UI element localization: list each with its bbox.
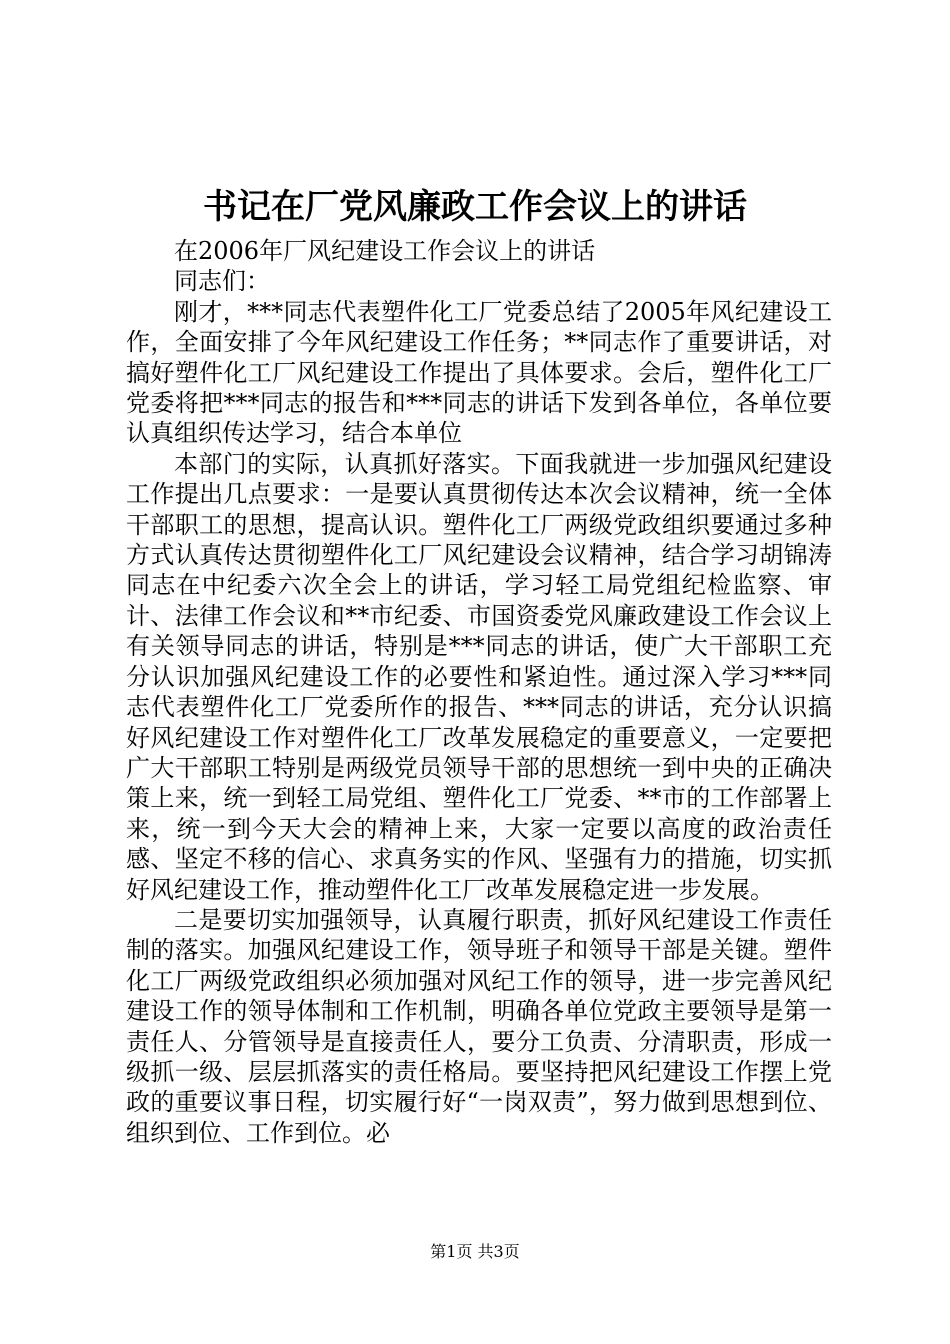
paragraph-opening: 刚才，***同志代表塑件化工厂党委总结了2005年风纪建设工作，全面安排了今年风纪建设工作任务；**同志作了重要讲话，对搞好塑件化工厂风纪建设工作提出了具体要求。会后，塑件化工厂党委将把***同志的报告和***同志的讲话下发到各单位，各单位要认真组织传达学习，结合本单位 [126,297,832,448]
document-body [126,236,832,1148]
paragraph-requirement-two: 二是要切实加强领导，认真履行职责，抓好风纪建设工作责任制的落实。加强风纪建设工作，领导班子和领导干部是关键。塑件化工厂两级党政组织必须加强对风纪工作的领导，进一步完善风纪建设工作的领导体制和工作机制，明确各单位党政主要领导是第一责任人、分管领导是直接责任人，要分工负责、分清职责，形成一级抓一级、层层抓落实的责任格局。要坚持把风纪建设工作摆上党政的重要议事日程，切实履行好“一岗双责”，努力做到思想到位、组织到位、工作到位。必 [126,905,832,1147]
paragraph-salutation: 同志们： [174,267,270,296]
paragraph-requirement-one: 本部门的实际，认真抓好落实。下面我就进一步加强风纪建设工作提出几点要求：一是要认真贯彻传达本次会议精神，统一全体干部职工的思想，提高认识。塑件化工厂两级党政组织要通过多种方式认真传达贯彻塑件化工厂风纪建设会议精神，结合学习胡锦涛同志在中纪委六次全会上的讲话，学习轻工局党组纪检监察、审计、法律工作会议和**市纪委、市国资委党风廉政建设工作会议上有关领导同志的讲话，特别是***同志的讲话，使广大干部职工充分认识加强风纪建设工作的必要性和紧迫性。通过深入学习***同志代表塑件化工厂党委所作的报告、***同志的讲话，充分认识搞好风纪建设工作对塑件化工厂改革发展稳定的重要意义，一定要把广大干部职工特别是两级党员领导干部的思想统一到中央的正确决策上来，统一到轻工局党组、塑件化工厂党委、**市的工作部署上来，统一到今天大会的精神上来，大家一定要以高度的政治责任感、坚定不移的信心、求真务实的作风、坚强有力的措施，切实抓好风纪建设工作，推动塑件化工厂改革发展稳定进一步发展。 [126,449,832,904]
document-title: 书记在厂党风廉政工作会议上的讲话 [203,187,747,227]
page-number-footer: 第1页 共3页 [430,1242,520,1261]
paragraph-subtitle: 在2006年厂风纪建设工作会议上的讲话 [174,237,596,265]
